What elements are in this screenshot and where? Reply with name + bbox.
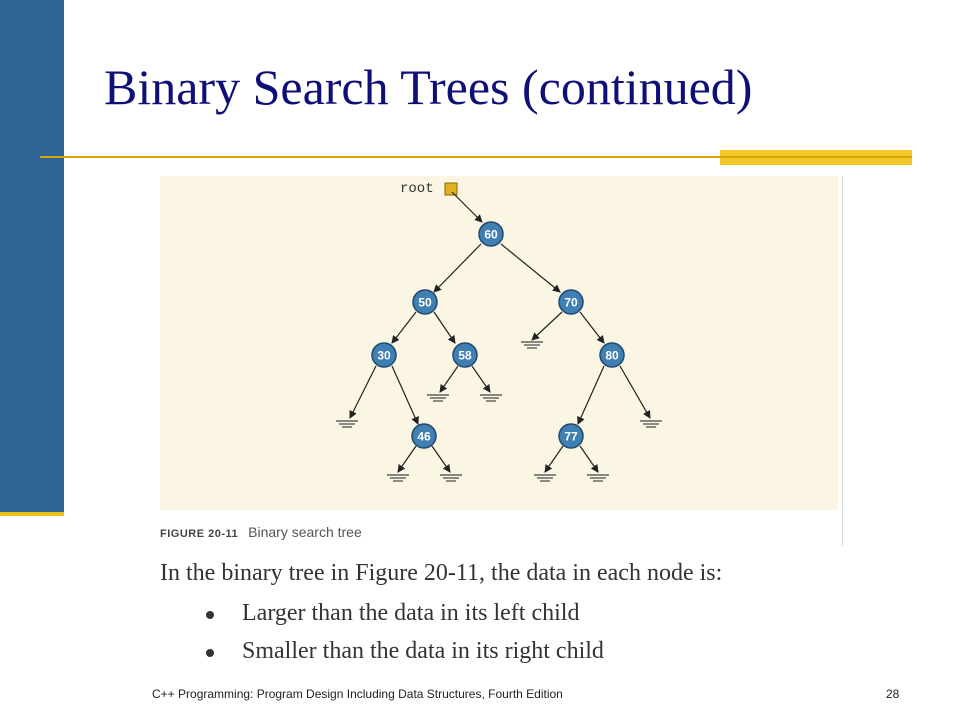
bullet-item	[206, 638, 604, 676]
null-symbol	[640, 421, 662, 427]
null-symbol	[427, 395, 449, 401]
node-value: 58	[458, 348, 472, 363]
figure-caption	[160, 524, 362, 540]
figure-caption-text: Binary search tree	[248, 524, 362, 540]
footer-text: C++ Programming: Program Design Including Data Structures, Fourth Edition	[152, 687, 563, 701]
edge-60-50	[434, 244, 481, 292]
null-symbol	[387, 475, 409, 481]
node-value: 77	[564, 429, 578, 444]
root-edge	[452, 192, 482, 222]
edge-46-null-left	[398, 446, 416, 472]
edge-80-77	[578, 366, 604, 424]
tree-node-60	[479, 222, 503, 246]
edge-58-null-left	[440, 366, 458, 392]
tree-node-80	[600, 343, 624, 367]
edge-70-80	[580, 312, 604, 343]
edge-46-null-right	[432, 446, 450, 472]
node-value: 80	[605, 348, 619, 363]
tree-node-58	[453, 343, 477, 367]
edge-77-null-left	[545, 446, 563, 472]
page-number: 28	[886, 687, 900, 701]
edge-50-30	[392, 312, 416, 343]
edge-50-58	[434, 312, 455, 343]
tree-node-70	[559, 290, 583, 314]
tree-node-50	[413, 290, 437, 314]
slide-title: Binary Search Trees (continued)	[104, 59, 753, 115]
node-value: 50	[418, 295, 432, 310]
tree-node-77	[559, 424, 583, 448]
null-symbol	[534, 475, 556, 481]
node-value: 30	[377, 348, 391, 363]
node-value: 46	[417, 429, 431, 444]
edge-30-null	[350, 366, 376, 418]
root-pointer-box	[445, 183, 457, 195]
null-symbol	[521, 342, 543, 348]
edge-58-null-right	[472, 366, 490, 392]
bullet-icon	[206, 611, 214, 619]
node-value: 70	[564, 295, 578, 310]
intro-text: In the binary tree in Figure 20-11, the data in each node is:	[160, 560, 723, 586]
edge-60-70	[501, 244, 560, 292]
edge-70-null	[532, 312, 562, 340]
edge-30-46	[392, 366, 418, 424]
bullet-text: Smaller than the data in its right child	[242, 638, 604, 664]
tree-node-46	[412, 424, 436, 448]
bullet-list	[206, 600, 604, 676]
null-symbol	[440, 475, 462, 481]
edge-77-null-right	[580, 446, 598, 472]
figure-caption-label: FIGURE 20-11	[160, 528, 239, 540]
bullet-icon	[206, 649, 214, 657]
bullet-item	[206, 600, 604, 638]
root-label: root	[400, 181, 434, 197]
null-symbol	[336, 421, 358, 427]
edge-80-null	[620, 366, 650, 418]
bullet-text: Larger than the data in its left child	[242, 600, 580, 626]
null-symbol	[480, 395, 502, 401]
node-value: 60	[484, 227, 498, 242]
null-symbol	[587, 475, 609, 481]
tree-node-30	[372, 343, 396, 367]
